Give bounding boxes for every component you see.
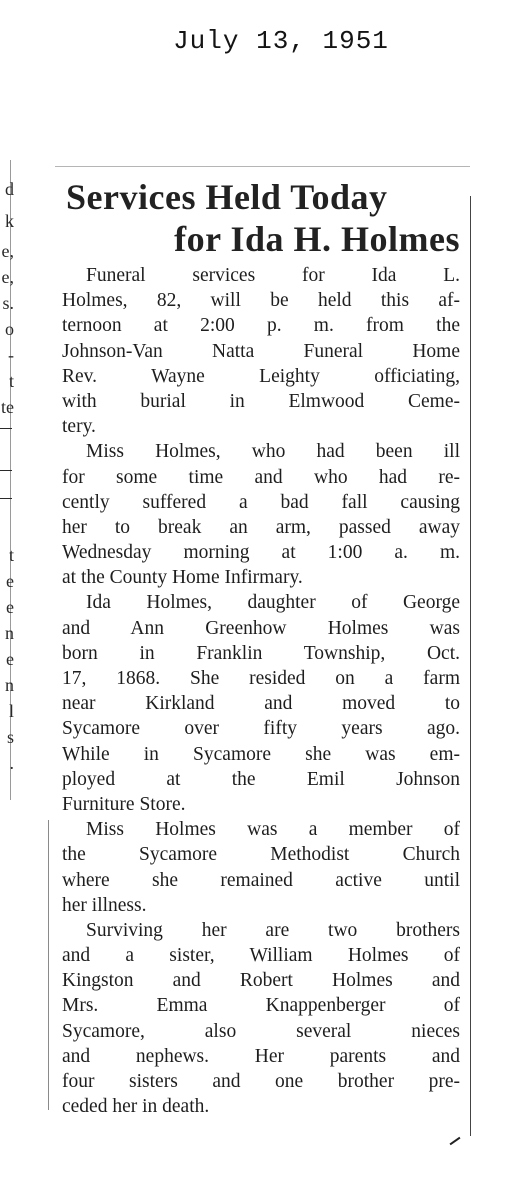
text-line: Wednesday morning at 1:00 a. m.: [62, 542, 460, 564]
fragment-text: e: [6, 571, 14, 591]
fragment-text: e: [6, 597, 14, 617]
text-line: and a sister, William Holmes of: [62, 945, 460, 967]
fragment-text: t: [8, 545, 14, 565]
obituary-headline: [62, 176, 462, 260]
text-line: Ida Holmes, daughter of George: [86, 592, 460, 614]
text-line: and Ann Greenhow Holmes was: [62, 617, 460, 639]
text-line: tery.: [62, 416, 96, 438]
text-line: Rev. Wayne Leighty officiating,: [62, 365, 460, 387]
paragraph-funeral-services: [62, 263, 460, 439]
fragment-rule: [0, 428, 12, 429]
text-line: Kingston and Robert Holmes and: [62, 970, 460, 992]
text-line: ternoon at 2:00 p. m. from the: [62, 315, 460, 337]
fragment-text: e,: [1, 267, 14, 287]
text-line: 17, 1868. She resided on a farm: [62, 668, 460, 689]
text-line: ceded her in death.: [62, 1096, 210, 1118]
fragment-rule: [0, 470, 12, 471]
text-line: and nephews. Her parents and: [62, 1045, 460, 1067]
fragment-text: k: [5, 211, 14, 231]
text-line: Sycamore over fifty years ago.: [62, 718, 460, 740]
fragment-text: t: [8, 371, 14, 391]
fragment-text: d: [5, 179, 14, 199]
headline-line: for Ida H. Holmes: [174, 219, 460, 259]
top-column-rule: [55, 166, 470, 167]
inner-column-border: [48, 820, 49, 1110]
text-line: with burial in Elmwood Ceme-: [62, 390, 460, 412]
text-line: where she remained active until: [62, 869, 460, 891]
text-line: Furniture Store.: [62, 793, 186, 815]
fragment-text: s.: [2, 293, 14, 313]
text-line: Miss Holmes was a member of: [86, 819, 460, 841]
fragment-text: l: [8, 701, 14, 721]
clipping-date: July 13, 1951: [173, 26, 389, 56]
text-line: Johnson-Van Natta Funeral Home: [62, 340, 460, 362]
text-line: near Kirkland and moved to: [62, 693, 460, 715]
fragment-text: te: [1, 397, 14, 417]
headline-line: Services Held Today: [66, 177, 388, 217]
fragment-text: e,: [1, 241, 14, 261]
fragment-text: .: [9, 753, 14, 773]
obituary-body: [62, 263, 460, 1119]
text-line: Surviving her are two brothers: [86, 919, 460, 941]
text-line: ployed at the Emil Johnson: [62, 768, 460, 790]
text-line: Miss Holmes, who had been ill: [86, 441, 460, 463]
fragment-text: n: [5, 623, 14, 643]
paragraph-survivors: [62, 918, 460, 1120]
text-line: the Sycamore Methodist Church: [62, 844, 460, 866]
text-line: for some time and who had re-: [62, 466, 460, 488]
fragment-text: e: [6, 649, 14, 669]
paragraph-biography: [62, 590, 460, 817]
text-line: born in Franklin Township, Oct.: [62, 642, 460, 664]
text-line: Sycamore, also several nieces: [62, 1020, 460, 1042]
fragment-text: s: [6, 727, 14, 747]
paragraph-church: [62, 817, 460, 918]
paragraph-illness: [62, 439, 460, 590]
fragment-text: o: [5, 319, 14, 339]
pen-mark: [450, 1137, 461, 1146]
fragment-text: n: [5, 675, 14, 695]
fragment-text: -: [8, 345, 14, 365]
text-line: Funeral services for Ida L.: [86, 265, 460, 286]
fragment-rule: [0, 498, 12, 499]
text-line: Mrs. Emma Knappenberger of: [62, 995, 460, 1017]
text-line: her to break an arm, passed away: [62, 516, 460, 538]
text-line: at the County Home Infirmary.: [62, 567, 303, 589]
right-column-border: [470, 196, 471, 1136]
text-line: While in Sycamore she was em-: [62, 743, 460, 765]
text-line: her illness.: [62, 894, 147, 916]
text-line: four sisters and one brother pre-: [62, 1071, 460, 1092]
text-line: Holmes, 82, will be held this af-: [62, 290, 460, 312]
text-line: cently suffered a bad fall causing: [62, 491, 460, 513]
